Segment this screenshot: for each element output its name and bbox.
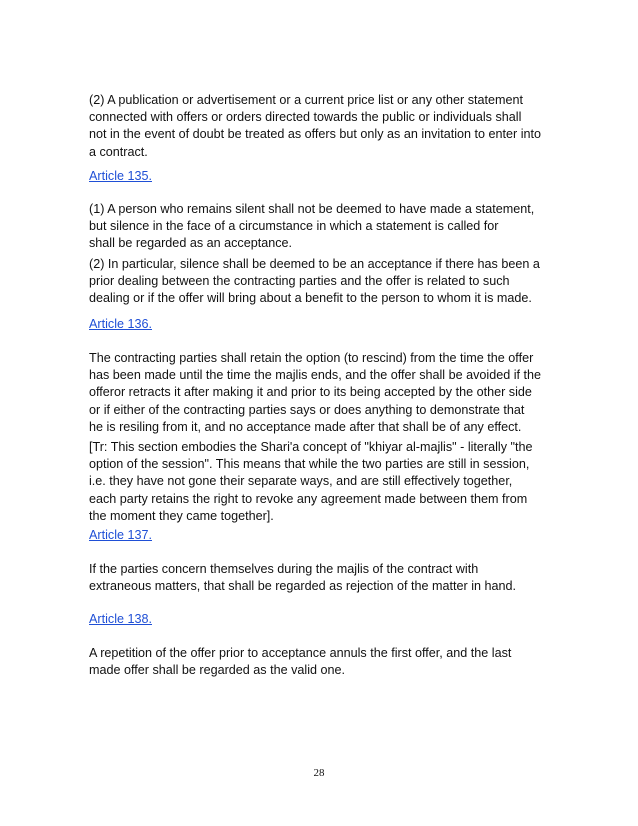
text-line: shall be regarded as an acceptance. [89,236,293,251]
paragraph-option-to-rescind [89,350,559,436]
text-line: [Tr: This section embodies the Shari'a concept of "khiyar al-majlis" - literally "the [89,440,533,454]
paragraph-translator-note [89,439,559,525]
paragraph-extraneous-matters [89,561,559,595]
text-line: A repetition of the offer prior to acceptance annuls the first offer, and the last [89,646,512,660]
article-136-link[interactable]: Article 136. [89,317,152,331]
text-line: the moment they came together]. [89,508,274,523]
text-line: he is resiling from it, and no acceptance made after that shall be of any effect. [89,419,522,434]
text-line: (2) A publication or advertisement or a current price list or any other statement [89,93,523,107]
text-line: extraneous matters, that shall be regarded as rejection of the matter in hand. [89,579,517,594]
text-line: i.e. they have not gone their separate ways, and are still effectively together, [89,474,513,489]
article-137-link[interactable]: Article 137. [89,528,152,542]
paragraph-silence-acceptance [89,256,559,308]
text-line: or if either of the contracting parties says or does anything to demonstrate that [89,402,525,417]
text-line: each party retains the right to revoke any agreement made between them from [89,491,528,506]
paragraph-publication-offers [89,92,559,161]
page-number: 28 [313,767,325,779]
text-line: If the parties concern themselves during the majlis of the contract with [89,562,479,576]
text-line: not in the event of doubt be treated as offers but only as an invitation to enter into [89,127,542,142]
paragraph-silence-statement [89,201,559,253]
text-line: The contracting parties shall retain the option (to rescind) from the time the offer [89,351,534,365]
text-line: a contract. [89,144,148,159]
article-138-link[interactable]: Article 138. [89,612,152,626]
text-line: (2) In particular, silence shall be deemed to be an acceptance if there has been a [89,257,540,271]
article-135-link[interactable]: Article 135. [89,169,152,183]
text-line: prior dealing between the contracting parties and the offer is related to such [89,274,510,289]
text-line: connected with offers or orders directed towards the public or individuals shall [89,110,522,125]
text-line: offeror retracts it after making it and prior to its being accepted by the other side [89,385,532,400]
text-line: (1) A person who remains silent shall not be deemed to have made a statement, [89,202,535,216]
text-line: option of the session". This means that while the two parties are still in session, [89,457,530,472]
text-line: dealing or if the offer will bring about a benefit to the person to whom it is made. [89,291,532,306]
text-line: has been made until the time the majlis ends, and the offer shall be avoided if the [89,368,542,383]
paragraph-repetition-of-offer [89,645,559,679]
text-line: but silence in the face of a circumstance in which a statement is called for [89,219,499,234]
text-line: made offer shall be regarded as the valid one. [89,663,346,678]
